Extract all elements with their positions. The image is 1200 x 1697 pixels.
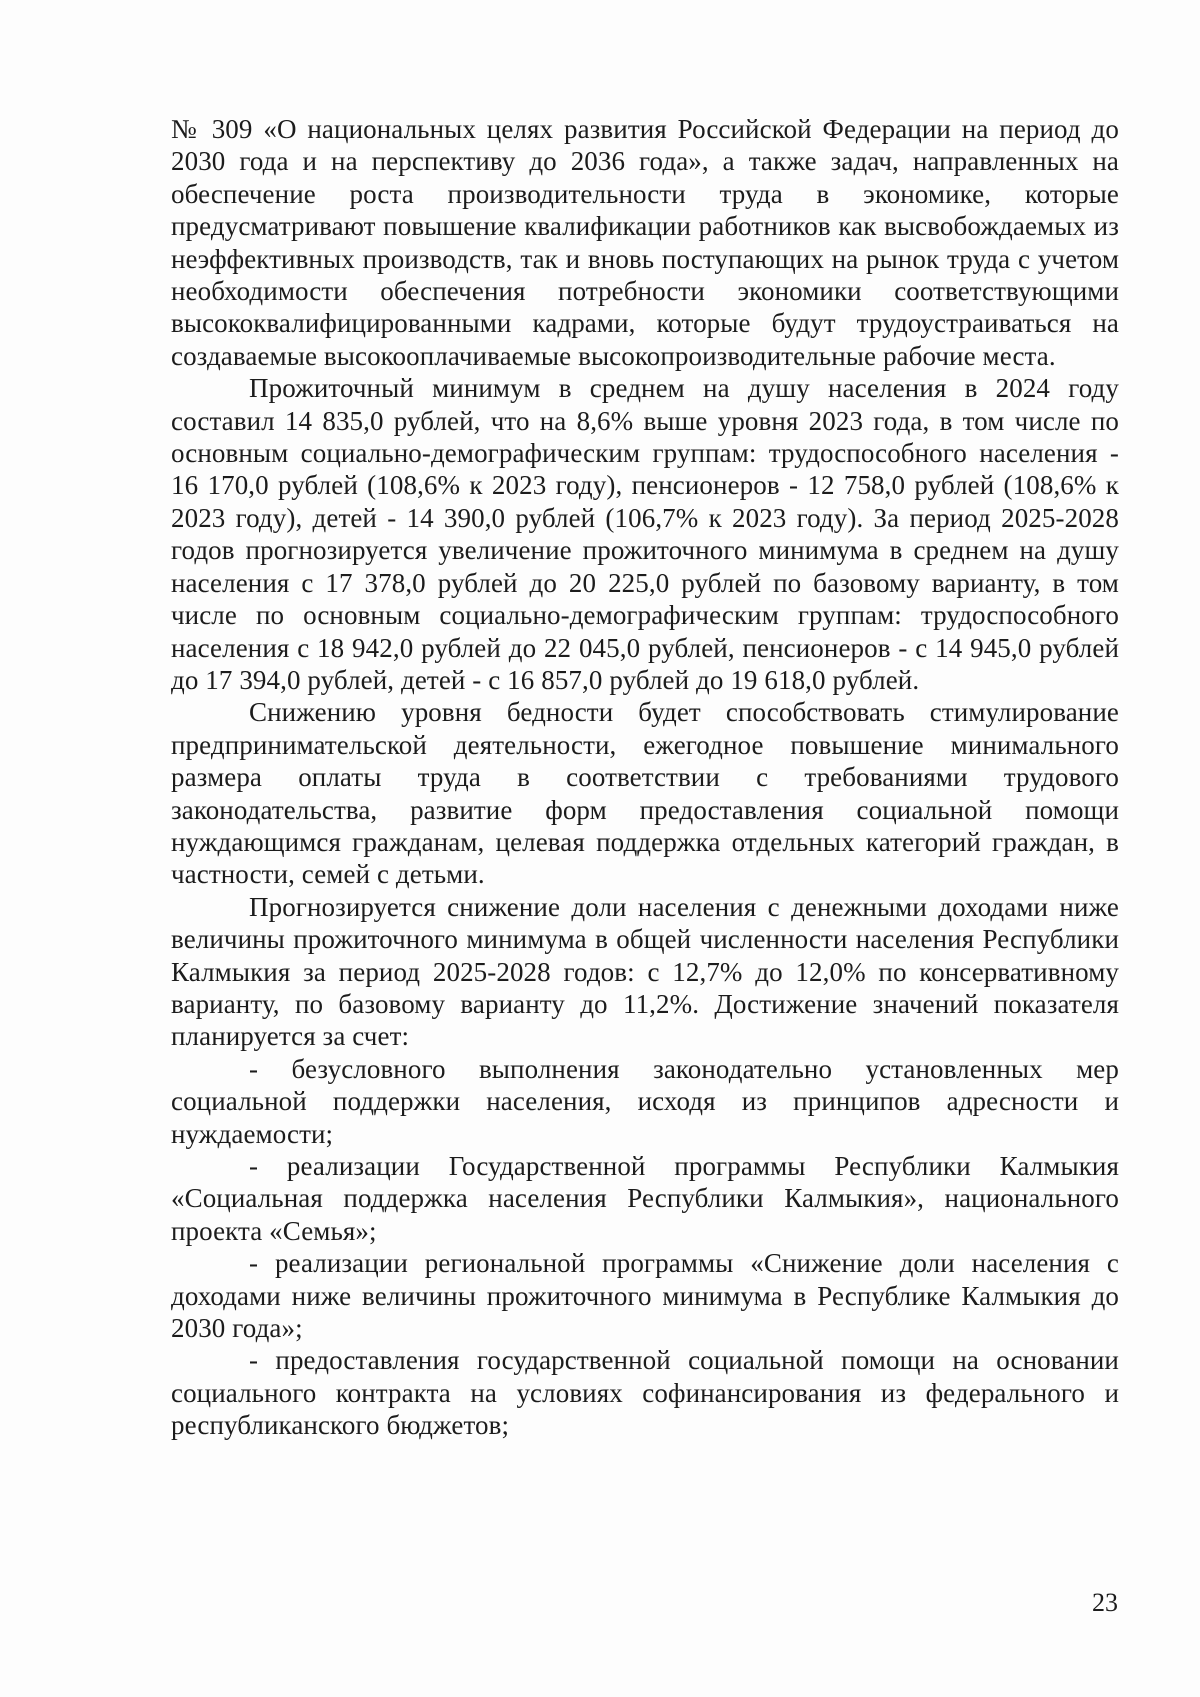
list-item-regional-program: - реализации региональной программы «Снижение доли населения с доходами ниже величины прожиточного минимума в Республике Калмыкия до 2030 года»; xyxy=(171,1248,1119,1344)
paragraph-poverty-forecast: Прогнозируется снижение доли населения с денежными доходами ниже величины прожиточного минимума в общей численности населения Республики Калмыкия за период 2025-2028 годов: с 12,7% до 12,0% по консервативному варианту, по базовому варианту до 11,2%. Достижение значений показателя планируется за счет: xyxy=(171,891,1119,1052)
list-item-social-support: - безусловного выполнения законодательно установленных мер социальной поддержки населения, исходя из принципов адресности и нуждаемости; xyxy=(171,1053,1119,1149)
list-item-social-contract: - предоставления государственной социальной помощи на основании социального контракта на условиях софинансирования из федерального и республиканского бюджетов; xyxy=(171,1345,1119,1441)
paragraph-continuation: № 309 «О национальных целях развития Российской Федерации на период до 2030 года и на перспективу до 2036 года», а также задач, направленных на обеспечение роста производительности труда в экономике, которые предусматривают повышение квалификации работников как высвобождаемых из неэффективных производств, так и вновь поступающих на рынок труда с учетом необходимости обеспечения потребности экономики соответствующими высококвалифицированными кадрами, которые будут трудоустраиваться на создаваемые высокооплачиваемые высокопроизводительные рабочие места. xyxy=(171,114,1119,371)
paragraph-subsistence-minimum: Прожиточный минимум в среднем на душу населения в 2024 году составил 14 835,0 рублей, что на 8,6% выше уровня 2023 года, в том числе по основным социально-демографическим группам: трудоспособного населения - 16 170,0 рублей (108,6% к 2023 году), пенсионеров - 12 758,0 рублей (108,6% к 2023 году), детей - 14 390,0 рублей (106,7% к 2023 году). За период 2025-2028 годов прогнозируется увеличение прожиточного минимума в среднем на душу населения с 17 378,0 рублей до 20 225,0 рублей по базовому варианту, в том числе по основным социально-демографическим группам: трудоспособного населения с 18 942,0 рублей до 22 045,0 рублей, пенсионеров - с 14 945,0 рублей до 17 394,0 рублей, детей - с 16 857,0 рублей до 19 618,0 рублей. xyxy=(171,373,1119,695)
document-body xyxy=(171,113,1119,1442)
list-item-state-program: - реализации Государственной программы Республики Калмыкия «Социальная поддержка населения Республики Калмыкия», национального проекта «Семья»; xyxy=(171,1151,1119,1246)
paragraph-poverty-reduction: Снижению уровня бедности будет способствовать стимулирование предпринимательской деятельности, ежегодное повышение минимального размера оплаты труда в соответствии с требованиями трудового законодательства, развитие форм предоставления социальной помощи нуждающимся гражданам, целевая поддержка отдельных категорий граждан, в частности, семей с детьми. xyxy=(171,697,1119,890)
page-number: 23 xyxy=(1092,1588,1118,1617)
